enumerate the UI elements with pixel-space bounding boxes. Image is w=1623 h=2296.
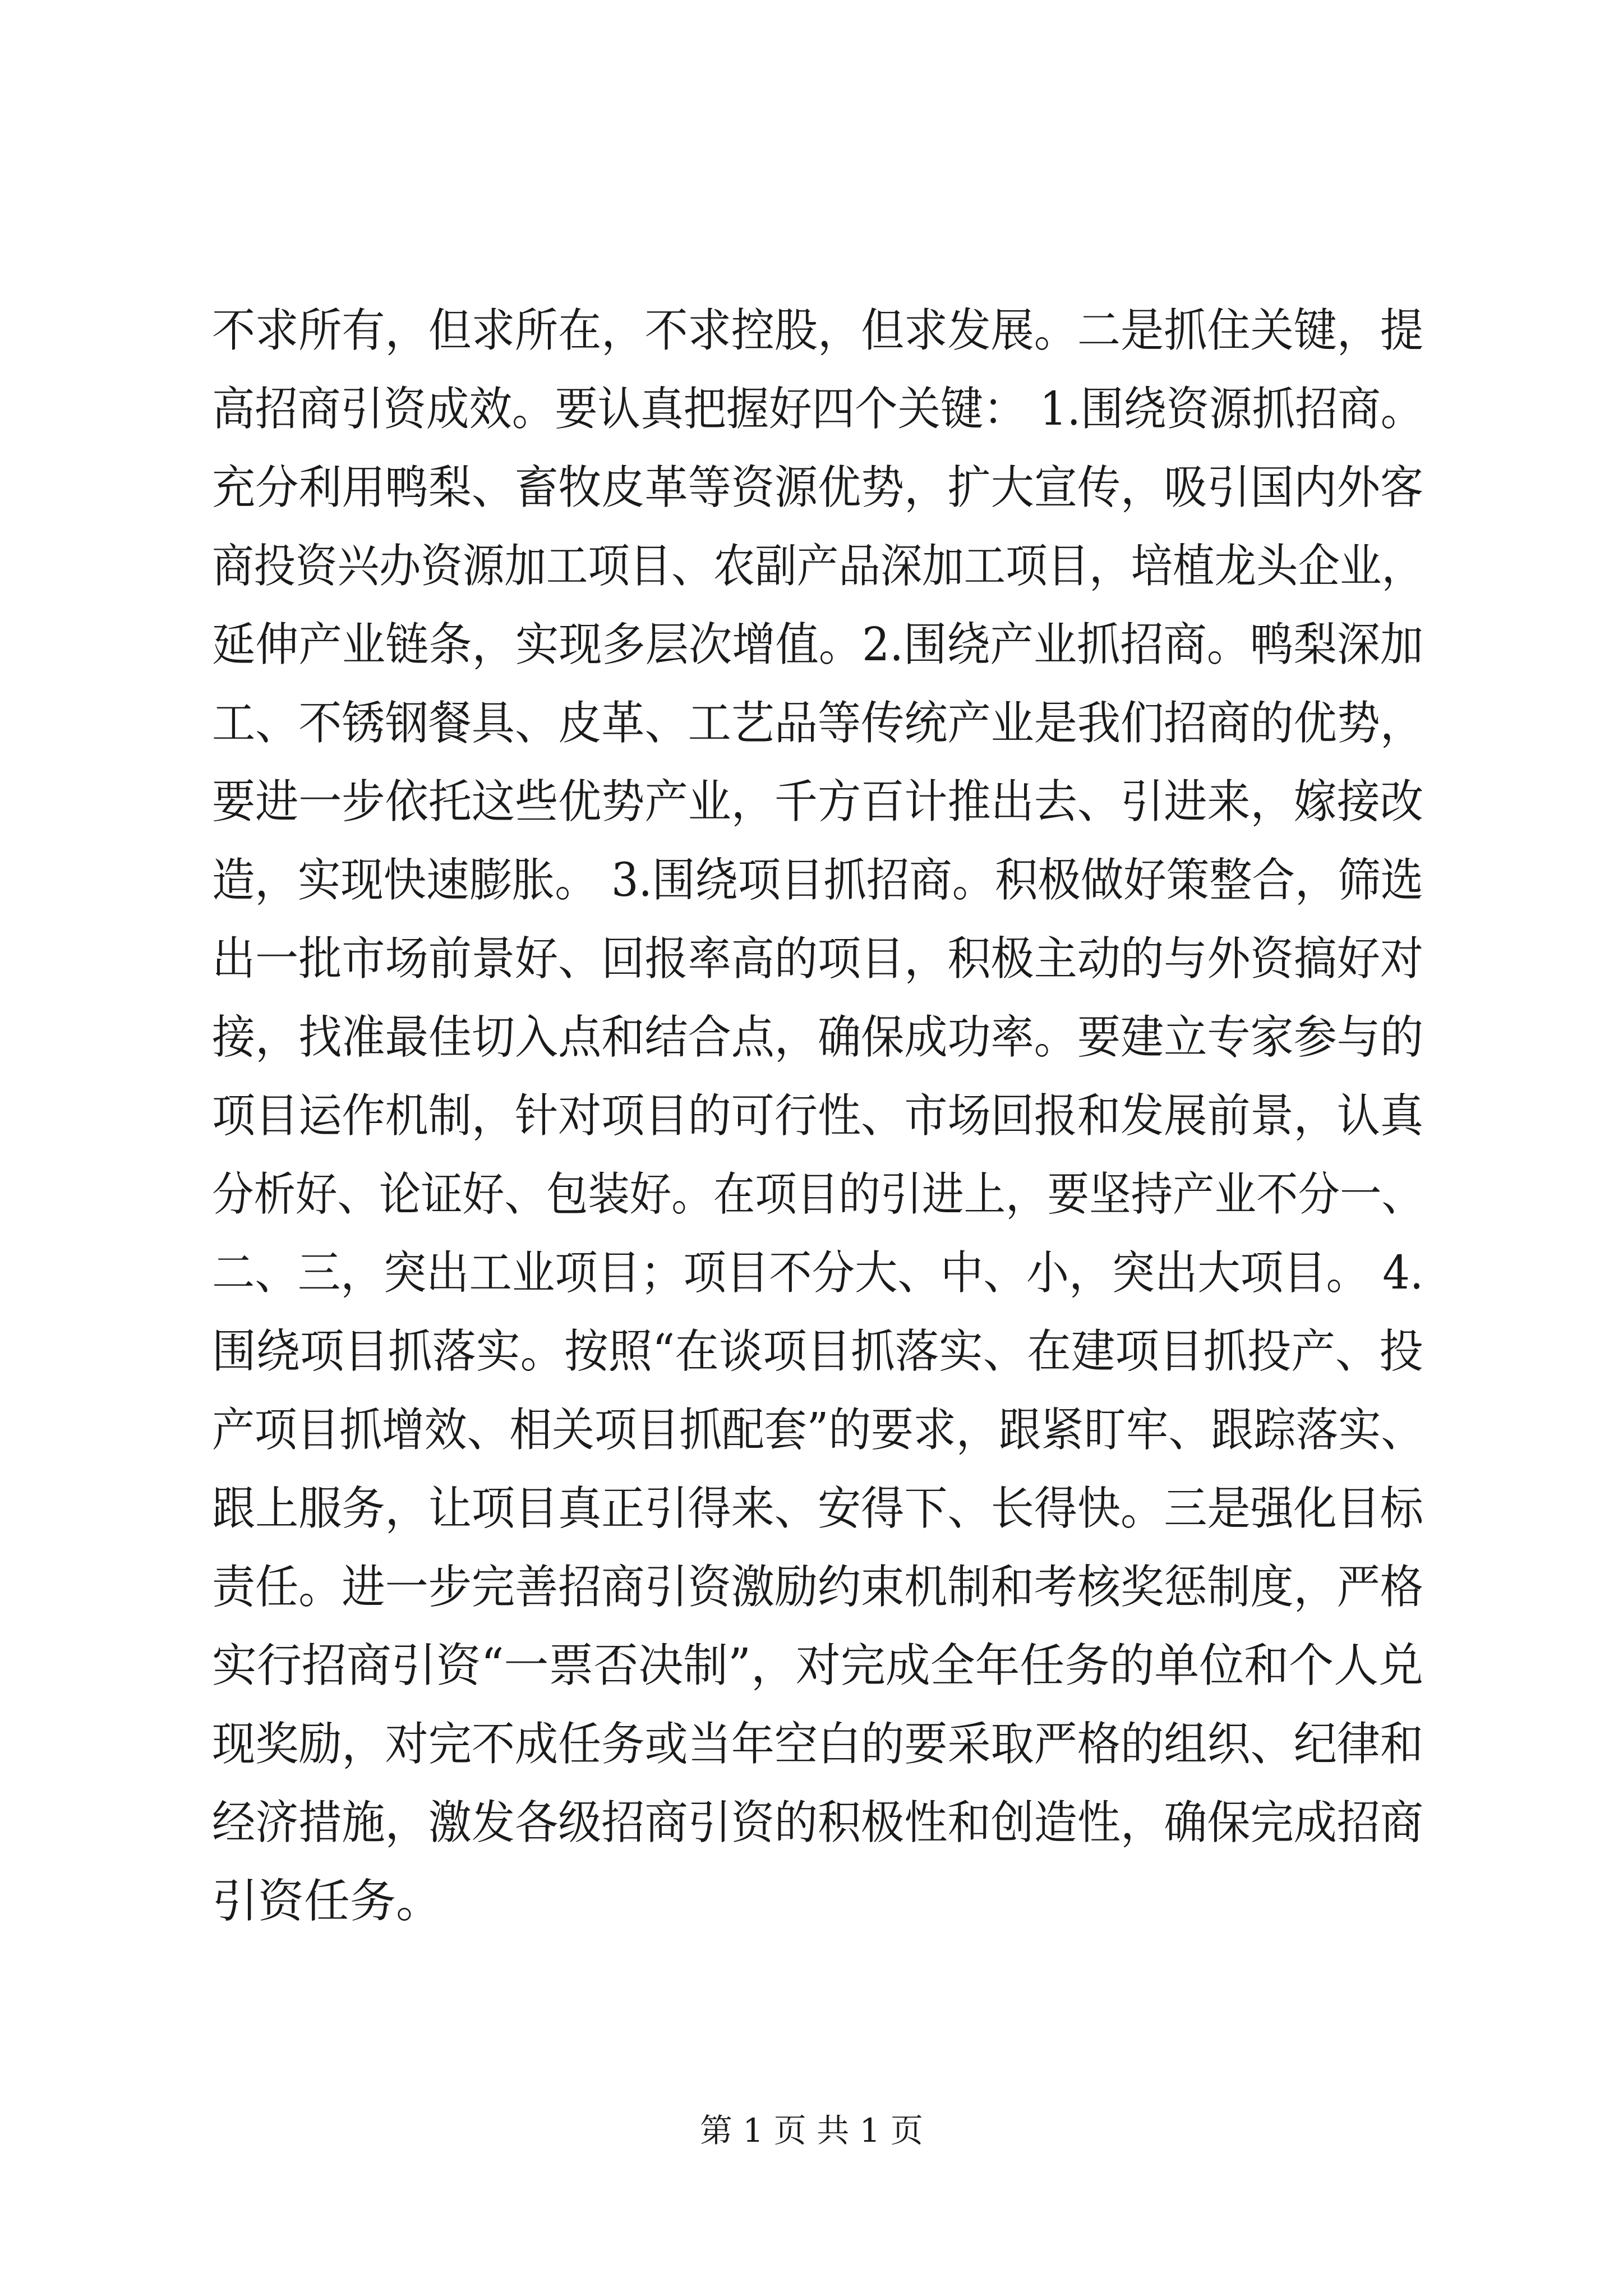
text-line: 分析好、论证好、包装好。在项目的引进上，要坚持产业不分一、 xyxy=(212,1168,1423,1221)
text-line: 高招商引资成效。要认真把握好四个关键： 1.围绕资源抓招商。 xyxy=(212,383,1424,436)
text-line: 不求所有，但求所在，不求控股，但求发展。二是抓住关键，提 xyxy=(212,304,1424,357)
text-line: 工、不锈钢餐具、皮革、工艺品等传统产业是我们招商的优势， xyxy=(212,697,1424,750)
text-line: 经济措施，激发各级招商引资的积极性和创造性，确保完成招商 xyxy=(212,1796,1424,1849)
text-line: 实行招商引资“一票否决制”，对完成全年任务的单位和个人兑 xyxy=(212,1639,1423,1692)
text-line: 出一批市场前景好、回报率高的项目，积极主动的与外资搞好对 xyxy=(212,932,1424,986)
page-number-footer: 第 1 页 共 1 页 xyxy=(700,2111,923,2150)
text-line: 接，找准最佳切入点和结合点，确保成功率。要建立专家参与的 xyxy=(212,1011,1424,1064)
text-line: 商投资兴办资源加工项目、农副产品深加工项目，培植龙头企业， xyxy=(212,540,1423,593)
text-line: 项目运作机制，针对项目的可行性、市场回报和发展前景，认真 xyxy=(212,1089,1424,1143)
text-line: 产项目抓增效、相关项目抓配套”的要求，跟紧盯牢、跟踪落实、 xyxy=(212,1404,1424,1457)
text-line: 现奖励，对完不成任务或当年空白的要采取严格的组织、纪律和 xyxy=(212,1718,1424,1771)
text-line: 二、三，突出工业项目；项目不分大、中、小，突出大项目。 4. xyxy=(212,1246,1424,1300)
text-line: 责任。进一步完善招商引资激励约束机制和考核奖惩制度，严格 xyxy=(212,1561,1424,1614)
text-line: 围绕项目抓落实。按照“在谈项目抓落实、在建项目抓投产、投 xyxy=(212,1325,1423,1378)
text-line: 引资任务。 xyxy=(212,1875,442,1928)
text-line: 要进一步依托这些优势产业，千方百计推出去、引进来，嫁接改 xyxy=(212,775,1424,829)
text-line: 充分利用鸭梨、畜牧皮革等资源优势，扩大宣传，吸引国内外客 xyxy=(212,461,1424,514)
text-line: 跟上服务，让项目真正引得来、安得下、长得快。三是强化目标 xyxy=(212,1482,1424,1535)
text-line: 造，实现快速膨胀。 3.围绕项目抓招商。积极做好策整合，筛选 xyxy=(212,854,1424,907)
text-line: 延伸产业链条，实现多层次增值。2.围绕产业抓招商。鸭梨深加 xyxy=(212,618,1424,671)
